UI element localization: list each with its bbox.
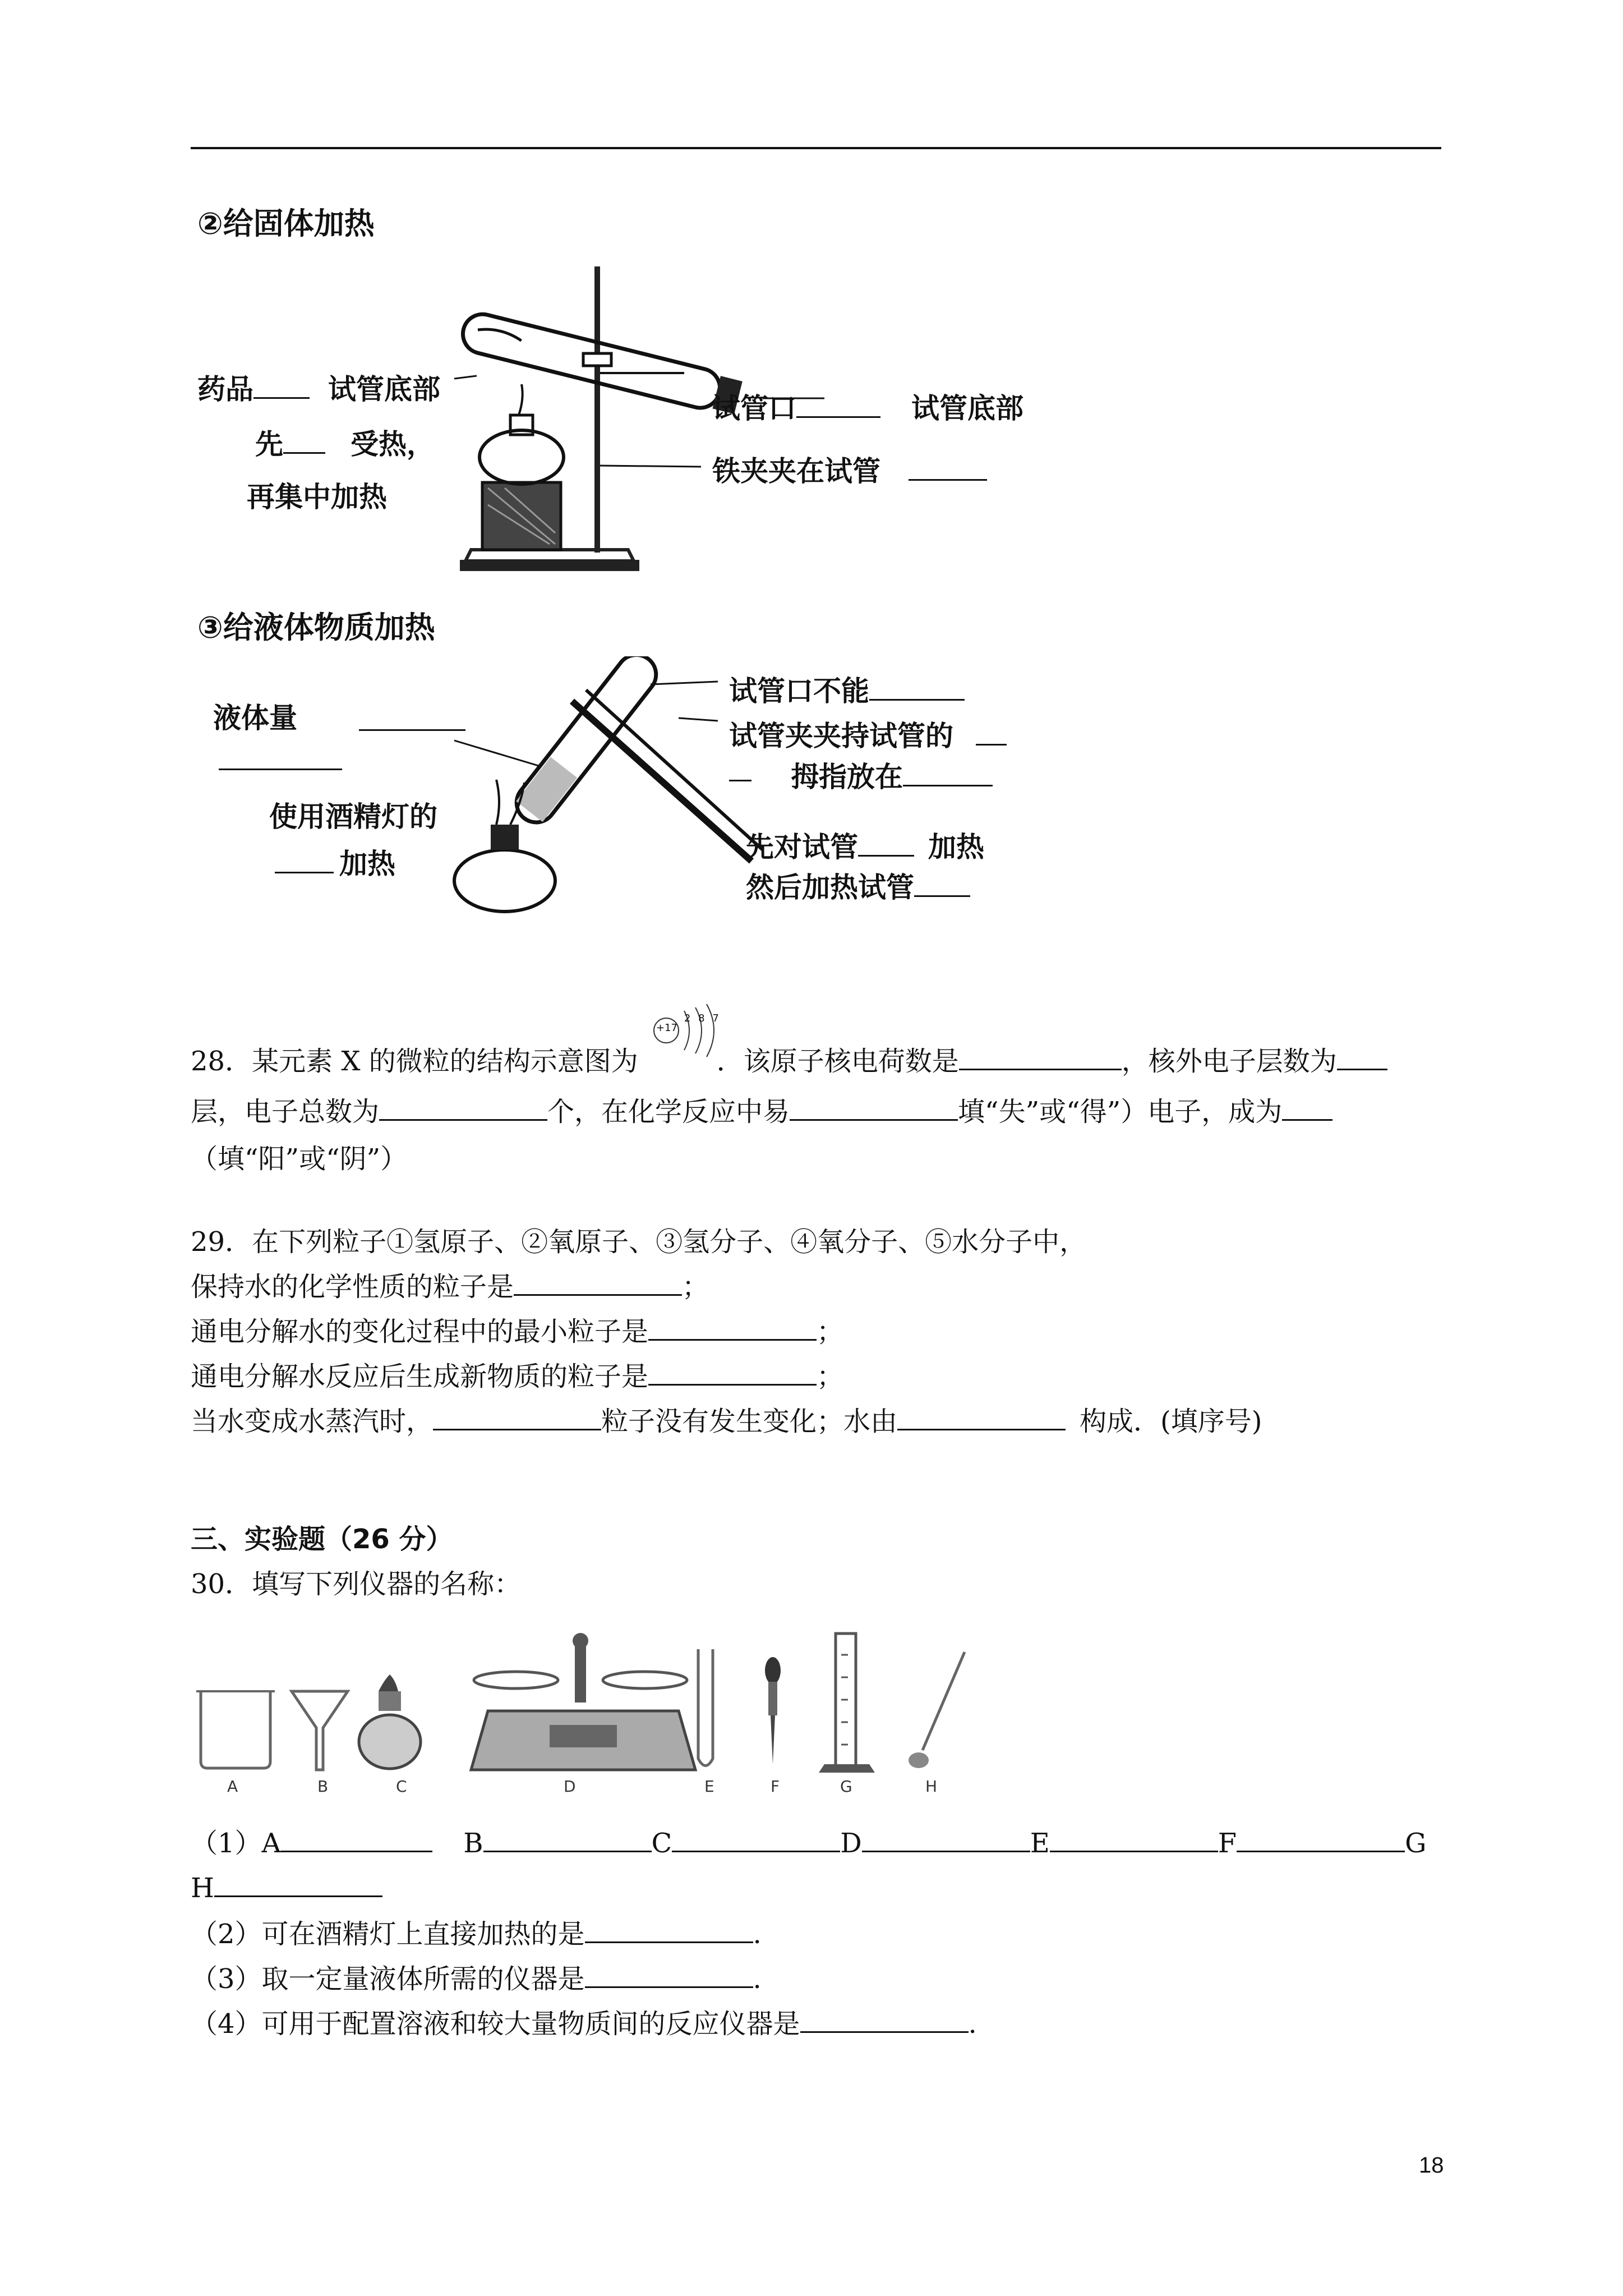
q29-line-1: 保持水的化学性质的粒子是 ； — [191, 1271, 709, 1303]
label-iron-clamp: 铁夹夹在试管 — [712, 449, 987, 489]
q28-line-2: 层，电子总数为 个，在化学反应中易 填“失”或“得”）电子，成为 — [191, 1098, 1332, 1125]
q29-line-2: 通电分解水的变化过程中的最小粒子是 ； — [191, 1316, 844, 1347]
dropper-icon — [765, 1657, 781, 1764]
funnel-icon — [292, 1691, 348, 1770]
label-holder-grip: 试管夹夹持试管的 — [729, 714, 1007, 754]
figure-2-title: ②给固体加热 — [197, 206, 375, 241]
label-lamp-heat: 加热 — [275, 841, 395, 882]
label-tube-bottom-1: 试管底部 — [328, 373, 440, 406]
beaker-icon — [196, 1691, 275, 1768]
label-lamp-use: 使用酒精灯的 — [269, 800, 437, 833]
label-liquid-amount: 液体量 — [213, 702, 297, 734]
label-first: 先 — [255, 422, 325, 462]
caption-a: A — [227, 1777, 238, 1796]
alcohol-lamp-icon — [359, 1674, 421, 1769]
q29-line-3: 通电分解水反应后生成新物质的粒子是 ； — [191, 1361, 844, 1392]
q29-line-4: 当水变成水蒸汽时， 粒子没有发生变化；水由 构成．(填序号) — [191, 1406, 1262, 1437]
label-then-heat: 然后加热试管 — [746, 865, 970, 905]
label-heat-1: 受热， — [351, 428, 435, 461]
q30-part-2: （2）可在酒精灯上直接加热的是 . — [191, 1918, 762, 1950]
instruments-figure — [191, 1621, 1032, 1784]
q30-part-4: （4）可用于配置溶液和较大量物质间的反应仪器是 . — [191, 2008, 977, 2040]
atom-nucleus-label: +17 — [656, 1022, 677, 1034]
caption-e: E — [704, 1777, 714, 1796]
balance-icon — [471, 1633, 695, 1770]
caption-d: D — [564, 1777, 576, 1796]
section-3-heading: 三、实验题（26 分） — [191, 1524, 453, 1555]
label-first-heat: 先对试管 加热 — [746, 831, 984, 863]
q30-intro: 30．填写下列仪器的名称： — [191, 1568, 522, 1600]
test-tube-icon — [698, 1649, 713, 1766]
caption-b: B — [317, 1777, 329, 1796]
figure-3-title: ③给液体物质加热 — [197, 610, 435, 645]
blank-liquid-2 — [219, 769, 342, 770]
header-rule — [191, 147, 1441, 149]
label-tube-bottom-2: 试管底部 — [911, 392, 1023, 425]
q30-part-1-h: H — [191, 1875, 382, 1902]
label-then-focus: 再集中加热 — [247, 481, 387, 513]
q29-intro: 29．在下列粒子①氢原子、②氧原子、③氢分子、④氧分子、⑤水分子中， — [191, 1226, 1087, 1258]
label-thumb: 拇指放在 — [791, 754, 993, 795]
page-number: 18 — [1419, 2153, 1444, 2178]
caption-h: H — [925, 1777, 938, 1796]
medicine-spoon-icon — [909, 1652, 965, 1768]
caption-f: F — [771, 1777, 780, 1796]
label-tube-mouth: 试管口 — [712, 386, 880, 426]
atom-shells-label: 2 8 7 — [684, 1013, 721, 1024]
q30-part-3: （3）取一定量液体所需的仪器是 . — [191, 1963, 762, 1995]
blank-liquid-1 — [359, 729, 465, 731]
q28-line-3: （填“阳”或“阴”） — [191, 1143, 408, 1175]
label-drug: 药品 — [197, 367, 310, 407]
label-tube-mouth-cannot: 试管口不能 — [729, 669, 965, 709]
q28-line-1: 28．某元素 X 的微粒的结构示意图为 ．该原子核电荷数是 ，核外电子层数为 — [191, 1048, 1387, 1075]
caption-c: C — [396, 1777, 407, 1796]
graduated-cylinder-icon — [819, 1634, 875, 1773]
q30-part-1: （1）A B C D E F G — [191, 1828, 1427, 1859]
blank-holder-cont — [729, 780, 751, 781]
caption-g: G — [840, 1777, 852, 1796]
